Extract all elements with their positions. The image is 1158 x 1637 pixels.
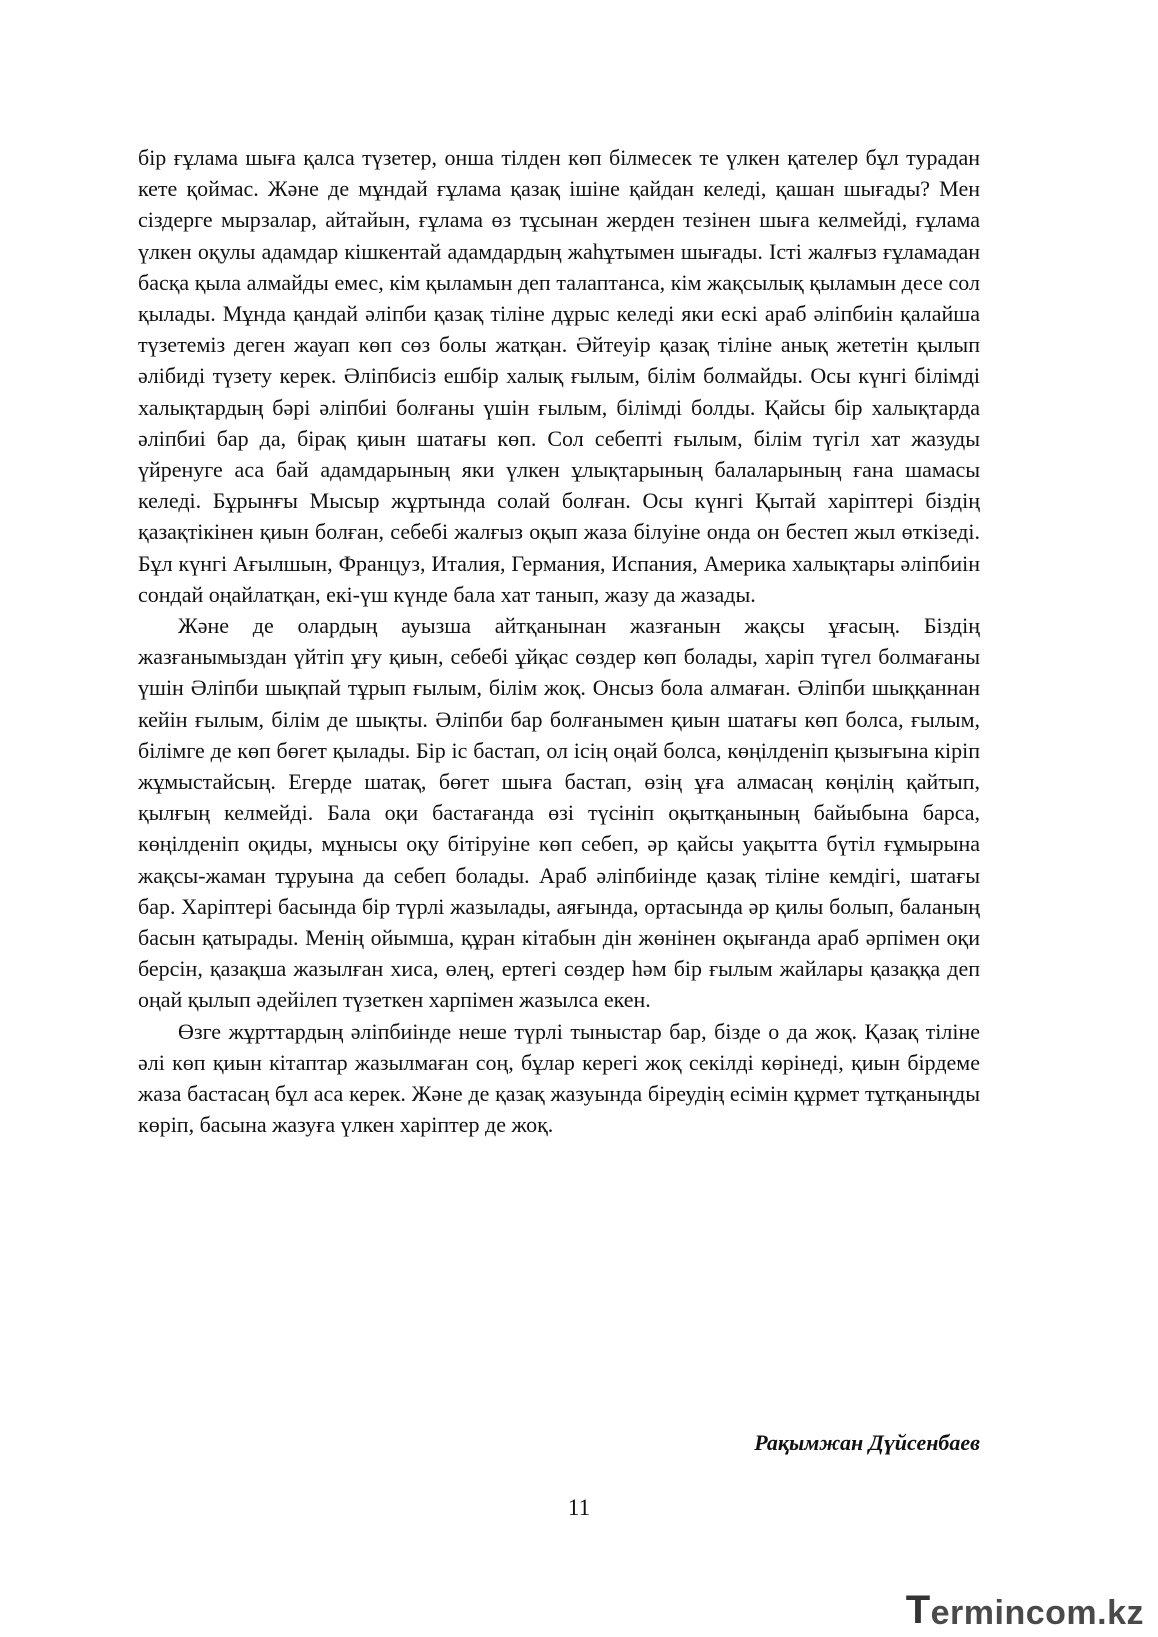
paragraph-2: Және де олардың ауызша айтқанынан жазғанын жақсы ұғасың. Біздің жазғанымыздан үйтіп ұғу қиын, себебі ұйқас сөздер көп болады, харіп түгел болмағаны үшін Әліпби шықпай тұрып ғылым, білім жоқ. Онсыз бола алмаған. Әліпби шыққаннан кейін ғылым, білім де шықты. Әліпби бар болғанымен қиын шатағы көп болса, ғылым, білімге де көп бөгет қылады. Бір іс бастап, ол ісің оңай болса, көңілденіп қызығына кіріп жұмыстайсың. Егерде шатақ, бөгет шыға бастап, өзің ұға алмасаң көңілің қайтып, қылғың келмейді. Бала оқи бастағанда өзі түсініп оқытқанының байыбына барса, көңілденіп оқиды, мұнысы оқу бітіруіне көп себеп, әр қайсы уақытта бүтіл ғұмырына жақсы-жаман тұруына да себеп болады. Араб әліпбиінде қазақ тіліне кемдігі, шатағы бар. Харіптері басында бір түрлі жазылады, аяғында, ортасында әр қилы болып, баланың басын қатырады. Менің ойымша, құран кітабын дін жөнінен оқығанда араб әрпімен оқи берсін, қазақша жазылған хиса, өлең, ертегі сөздер һәм бір ғылым жайлары қазаққа деп оңай қылып әдейілеп түзеткен харпімен жазылса екен. <box>138 613 980 1013</box>
site-watermark <box>906 1588 1144 1633</box>
page-body <box>138 142 980 1141</box>
author-signature: Рақымжан Дүйсенбаев <box>754 1430 980 1455</box>
paragraph-3: Өзге жұрттардың әліпбиінде неше түрлі тыныстар бар, бізде о да жоқ. Қазақ тіліне әлі көп қиын кітаптар жазылмаған соң, бұлар керегі жоқ секілді көрінеді, қиын бірдеме жаза бастасаң бұл аса керек. Және де қазақ жазуында біреудің есімін құрмет тұтқаныңды көріп, басына жазуға үлкен харіптер де жоқ. <box>138 1018 980 1138</box>
page-number: 11 <box>567 1495 591 1520</box>
paragraph-1: бір ғұлама шыға қалса түзетер, онша тілден көп білмесек те үлкен қателер бұл турадан кете қоймас. Және де мұндай ғұлама қазақ ішіне қайдан келеді, қашан шығады? Мен сіздерге мырзалар, айтайын, ғұлама өз тұсынан жерден тезінен шыға келмейді, ғұлама үлкен оқулы адамдар кішкентай адамдардың жаһұтымен шығады. Істі жалғыз ғұламадан басқа қыла алмайды емес, кім қыламын деп талаптанса, кім жақсылық қыламын десе сол қылады. Мұнда қандай әліпби қазақ тіліне дұрыс келеді яки ескі араб әліпбиін қалайша түзетеміз деген жауап көп сөз болы жатқан. Әйтеуір қазақ тіліне анық жететін қылып әлібиді түзету керек. Әліпбисіз ешбір халық ғылым, білім болмайды. Осы күнгі білімді халықтардың бәрі әліпбиі болғаны үшін ғылым, білімді болды. Қайсы бір халықтарда әліпбиі бар да, бірақ қиын шатағы көп. Сол себепті ғылым, білім түгіл хат жазуды үйренуге аса бай адамдарының яки үлкен ұлықтарының балаларының ғана шамасы келеді. Бұрынғы Мысыр жұртында солай болған. Осы күнгі Қытай харіптері біздің қазақтікінен қиын болған, себебі жалғыз оқып жаза білуіне онда он бестеп жыл өткізеді. Бұл күнгі Ағылшын, Француз, Италия, Германия, Испания, Америка халықтары әліпбиін сондай оңайлатқан, екі-үш күнде бала хат танып, жазу да жазады. <box>138 145 980 607</box>
watermark-text: ermincom.kz <box>930 1594 1144 1632</box>
watermark-initial: T <box>905 1588 931 1632</box>
